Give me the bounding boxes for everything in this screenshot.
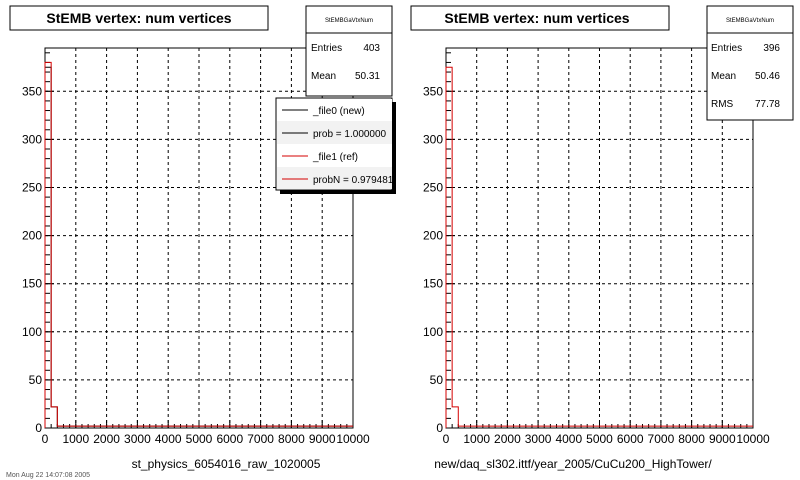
left-stats-box — [306, 6, 392, 96]
left-title-box — [10, 6, 268, 30]
left-x-tick-label: 3000 — [124, 432, 151, 446]
right-stat-entries-label: Entries — [711, 43, 743, 54]
left-stat-entries-value: 403 — [363, 43, 380, 54]
right-y-tick-label: 0 — [436, 421, 443, 435]
right-y-tick-label: 350 — [422, 84, 443, 99]
left-stat-mean-label: Mean — [311, 71, 337, 82]
left-x-tick-label: 8000 — [278, 432, 305, 446]
left-x-tick-label: 6000 — [216, 432, 244, 446]
right-x-tick-label: 2000 — [494, 432, 521, 446]
right-stat-rms-label: RMS — [711, 99, 734, 110]
right-y-tick-label: 200 — [422, 228, 443, 243]
right-stat-mean-label: Mean — [711, 71, 737, 82]
right-chart-title: StEMB vertex: num vertices — [444, 10, 630, 26]
right-stat-rms-value: 77.78 — [754, 99, 780, 110]
left-y-tick-label: 250 — [21, 180, 42, 195]
left-legend-label: probN = 0.979481 — [313, 175, 394, 186]
right-x-tick-label: 9000 — [708, 432, 736, 446]
right-y-tick-label: 250 — [422, 180, 443, 195]
right-stats-box — [707, 6, 793, 120]
left-x-tick-label: 4000 — [154, 432, 182, 446]
left-x-tick-label: 1000 — [62, 432, 90, 446]
left-y-tick-label: 100 — [21, 324, 42, 339]
right-histogram-panel — [411, 6, 793, 471]
left-y-tick-label: 50 — [28, 372, 42, 387]
left-legend-label: _file1 (ref) — [313, 152, 359, 163]
right-x-tick-label: 0 — [442, 432, 450, 446]
left-legend-label: _file0 (new) — [313, 106, 365, 117]
left-stat-mean-value: 50.31 — [354, 71, 380, 82]
left-stat-entries-label: Entries — [311, 43, 343, 54]
left-x-axis-label: st_physics_6054016_raw_1020005 — [131, 457, 321, 471]
right-x-tick-label: 1000 — [463, 432, 491, 446]
left-legend-box — [276, 98, 396, 194]
right-x-tick-label: 7000 — [647, 432, 675, 446]
right-y-tick-label: 100 — [422, 324, 443, 339]
left-x-tick-label: 2000 — [93, 432, 120, 446]
left-y-tick-label: 150 — [21, 276, 42, 291]
right-x-axis-label: new/daq_sl302.ittf/year_2005/CuCu200_HighTower/ — [434, 457, 712, 471]
left-x-tick-label: 10000 — [336, 432, 370, 446]
right-title-box — [411, 6, 669, 30]
right-x-tick-label: 10000 — [736, 432, 770, 446]
right-stat-entries-value: 396 — [763, 43, 780, 54]
left-x-tick-label: 0 — [41, 432, 49, 446]
left-chart-title: StEMB vertex: num vertices — [46, 10, 232, 26]
left-histogram-panel — [10, 6, 396, 471]
right-y-tick-label: 300 — [422, 132, 443, 147]
right-stat-mean-value: 50.46 — [754, 71, 780, 82]
right-y-tick-label: 150 — [422, 276, 443, 291]
right-stats-name: StEMBGaVtxNum — [725, 18, 775, 24]
left-legend-label: prob = 1.000000 — [313, 129, 387, 140]
right-y-tick-label: 50 — [429, 372, 443, 387]
left-x-tick-label: 5000 — [185, 432, 213, 446]
left-x-tick-label: 7000 — [247, 432, 274, 446]
right-x-tick-label: 8000 — [678, 432, 705, 446]
right-x-tick-label: 4000 — [555, 432, 583, 446]
left-y-tick-label: 300 — [21, 132, 42, 147]
left-y-tick-label: 200 — [21, 228, 42, 243]
left-y-tick-label: 350 — [21, 84, 42, 99]
footer-timestamp: Mon Aug 22 14:07:08 2005 — [6, 472, 91, 479]
left-x-tick-label: 9000 — [308, 432, 336, 446]
right-x-tick-label: 3000 — [524, 432, 552, 446]
right-x-tick-label: 5000 — [586, 432, 613, 446]
left-y-tick-label: 0 — [35, 421, 42, 435]
right-x-tick-label: 6000 — [616, 432, 644, 446]
left-stats-name: StEMBGaVtxNum — [324, 18, 374, 24]
